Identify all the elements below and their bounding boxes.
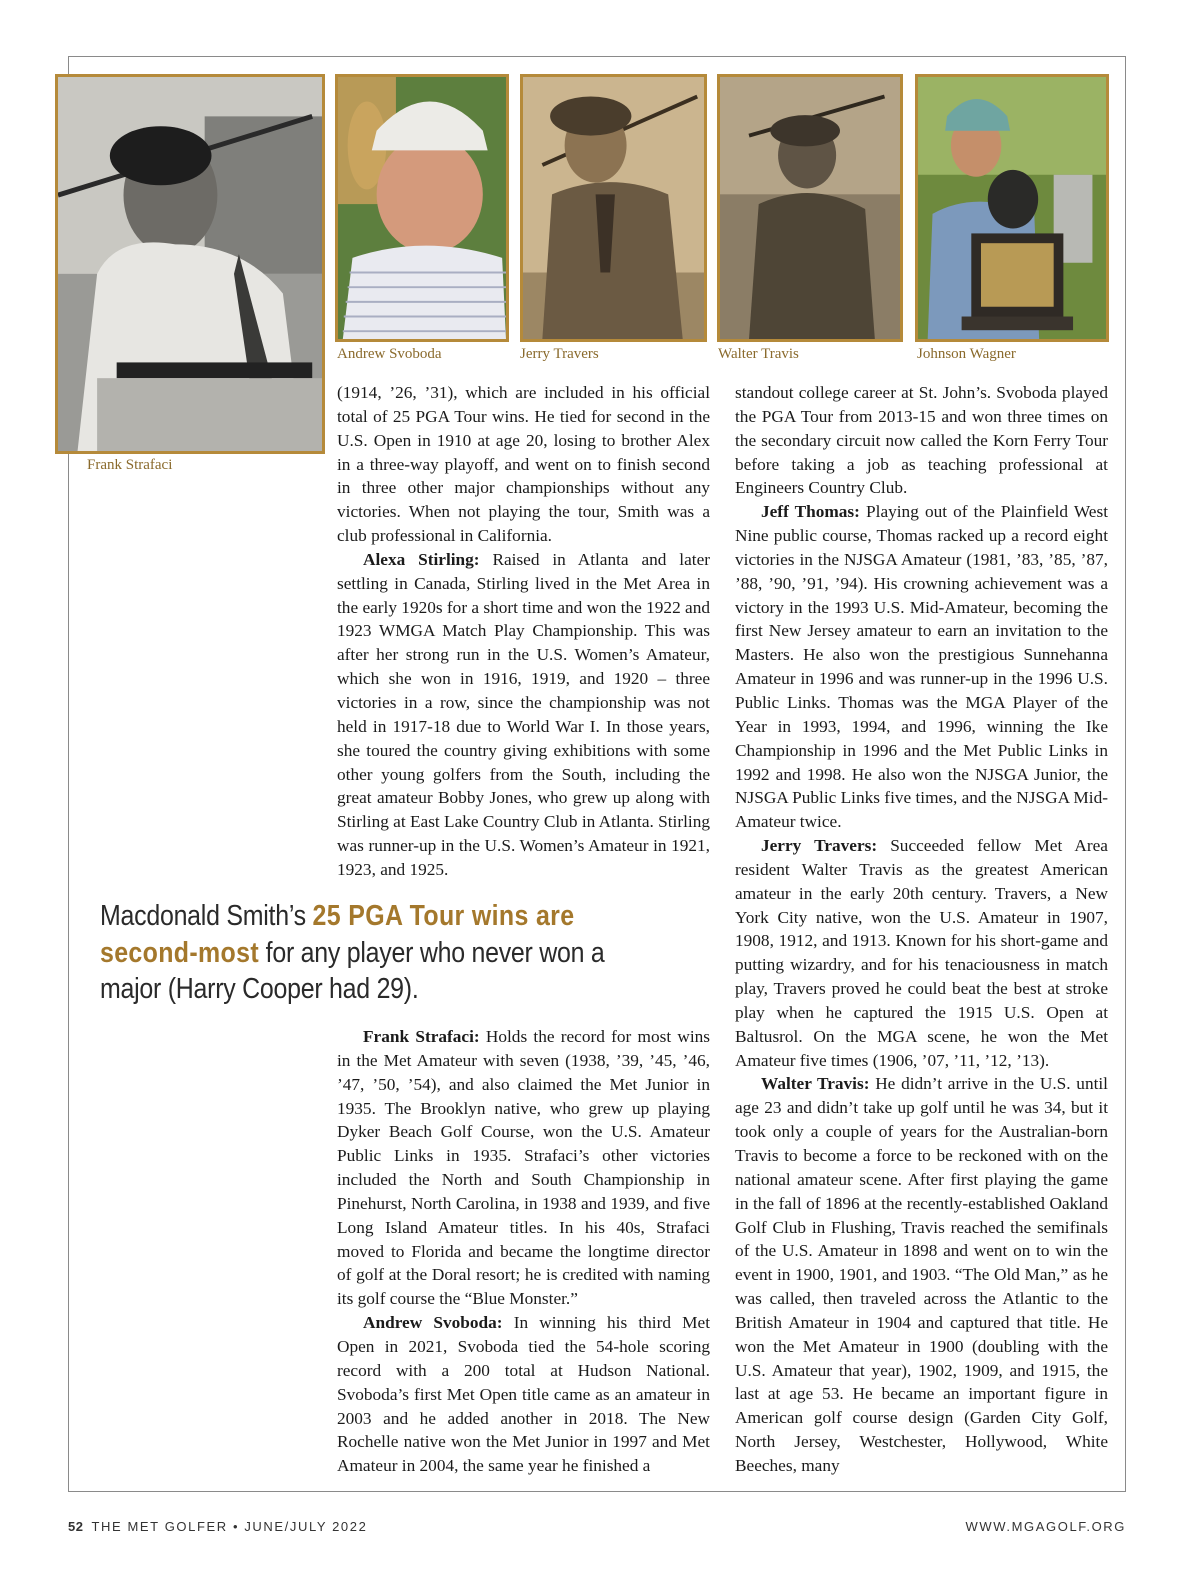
paragraph-jeff-thomas: Jeff Thomas: Playing out of the Plainfield West Nine public course, Thomas racked up a record eight victories in the NJSGA Amateur (1981, ’83, ’85, ’87, ’88, ’90, ’91, ’94). His crowning achievement was a victory in the 1993 U.S. Mid-Amateur, becoming the first New Jersey amateur to earn an invitation to the Masters. He also won the prestigious Sunnehanna Amateur in 1996 and was runner-up in the 1996 U.S. Public Links. Thomas was the MGA Player of the Year in 1993, 1994, and 1996, winning the Ike Championship in 1996 and the Met Public Links in 1992 and 1998. He also won the NJSGA Junior, the NJSGA Public Links five times, and the NJSGA Mid-Amateur twice. — [735, 502, 1108, 832]
pull-quote: Macdonald Smith’s 25 PGA Tour wins are second-most for any player who never won a major (Harry Cooper had 29). — [100, 900, 605, 1005]
paragraph-jerry-travers: Jerry Travers: Succeeded fellow Met Area resident Walter Travis as the greatest American amateur in the early 20th century. Travers, a New York City native, won the U.S. Amateur in 1907, 1908, 1912, and 1913. Known for his short-game and putting wizardry, and for his tenaciousness in match play, Travers proved he could beat the best at stroke play when he captured the 1915 U.S. Open at Baltusrol. On the MGA scene, he won the Met Amateur five times (1906, ’07, ’11, ’12, ’13). — [735, 836, 1108, 1070]
paragraph-smith-continued: (1914, ’26, ’31), which are included in his official total of 25 PGA Tour wins. He tied for second in the U.S. Open in 1910 at age 20, losing to brother Alex in a three-way playoff, and went on to finish second in three other major championships without any victories. When not playing the tour, Smith was a club professional in California. — [337, 383, 710, 546]
publication-line: THE MET GOLFER • JUNE/JULY 2022 — [91, 1519, 368, 1534]
caption-walter-travis: Walter Travis — [718, 346, 799, 362]
photo-johnson-wagner — [915, 74, 1109, 342]
pull-quote-highlight: 25 PGA Tour wins are second-most — [100, 900, 575, 969]
column-left-bottom — [337, 1025, 710, 1478]
name-alexa-stirling: Alexa Stirling: — [363, 549, 480, 569]
page-number: 52 — [68, 1519, 84, 1534]
paragraph-alexa-stirling: Alexa Stirling: Raised in Atlanta and later settling in Canada, Stirling lived in the Met Area in the early 1920s for a short time and won the 1922 and 1923 WMGA Match Play Championship. This was after her strong run in the U.S. Women’s Amateur, which she won in 1916, 1919, and 1920 – three victories in a row, since the championship was not held in 1917-18 due to World War I. In those years, she toured the country giving exhibitions with some other young golfers from the South, including the great amateur Bobby Jones, who grew up along with Stirling at East Lake Country Club in Atlanta. Stirling was runner-up in the U.S. Women’s Amateur in 1921, 1923, and 1925. — [337, 549, 710, 879]
caption-johnson-wagner: Johnson Wagner — [917, 346, 1016, 362]
footer-left — [68, 1519, 367, 1534]
caption-frank-strafaci: Frank Strafaci — [87, 457, 173, 473]
photo-walter-travis — [717, 74, 903, 342]
column-right — [735, 381, 1108, 1478]
photo-andrew-svoboda — [335, 74, 509, 342]
name-jerry-travers: Jerry Travers: — [761, 836, 878, 856]
photo-jerry-travers — [520, 74, 707, 342]
name-frank-strafaci: Frank Strafaci: — [363, 1027, 480, 1046]
column-left-top — [337, 381, 710, 882]
paragraph-svoboda-continued: standout college career at St. John’s. Svoboda played the PGA Tour from 2013-15 and won three times on the secondary circuit now called the Korn Ferry Tour before taking a job as teaching professional at Engineers Country Club. — [735, 383, 1108, 498]
caption-jerry-travers: Jerry Travers — [520, 346, 599, 362]
name-walter-travis: Walter Travis: — [761, 1074, 870, 1094]
caption-andrew-svoboda: Andrew Svoboda — [337, 346, 442, 362]
paragraph-walter-travis: Walter Travis: He didn’t arrive in the U.S. until age 23 and didn’t take up golf until he was 34, but it took only a couple of years for the Australian-born Travis to become a force to be reckoned with on the national amateur scene. After first playing the game in the fall of 1896 at the recently-established Oakland Golf Club in Flushing, Travis reached the semifinals of the U.S. Amateur in 1898 and went on to win the event in 1900, 1901, and 1903. “The Old Man,” as he was called, then traveled across the Atlantic to the British Amateur in 1904 and captured that title. He won the Met Amateur in 1900 (doubling with the U.S. Amateur that year), 1902, 1909, and 1915, the last at age 53. He became an important figure in American golf course design (Garden City Golf, North Jersey, Westchester, Hollywood, White Beeches, many — [735, 1074, 1108, 1475]
paragraph-frank-strafaci: Frank Strafaci: Holds the record for most wins in the Met Amateur with seven (1938, ’39, ’45, ’46, ’47, ’50, ’54), and also claimed the Met Junior in 1935. The Brooklyn native, who grew up playing Dyker Beach Golf Course, won the U.S. Amateur Public Links in 1935. Strafaci’s other victories included the North and South Championship in Pinehurst, North Carolina, in 1938 and 1939, and five Long Island Amateur titles. In his 40s, Strafaci moved to Florida and became the longtime director of golf at the Doral resort; he is credited with naming its golf course the “Blue Monster.” — [337, 1027, 711, 1309]
name-jeff-thomas: Jeff Thomas: — [761, 502, 860, 522]
name-andrew-svoboda: Andrew Svoboda: — [363, 1313, 503, 1333]
footer-website: WWW.MGAGOLF.ORG — [965, 1519, 1126, 1534]
photo-frank-strafaci — [55, 74, 325, 454]
paragraph-andrew-svoboda: Andrew Svoboda: In winning his third Met Open in 2021, Svoboda tied the 54-hole scoring record with a 200 total at Hudson National. Svoboda’s first Met Open title came as an amateur in 2003 and he added another in 2018. The New Rochelle native won the Met Junior in 1997 and Met Amateur in 2004, the same year he finished a — [337, 1313, 710, 1476]
